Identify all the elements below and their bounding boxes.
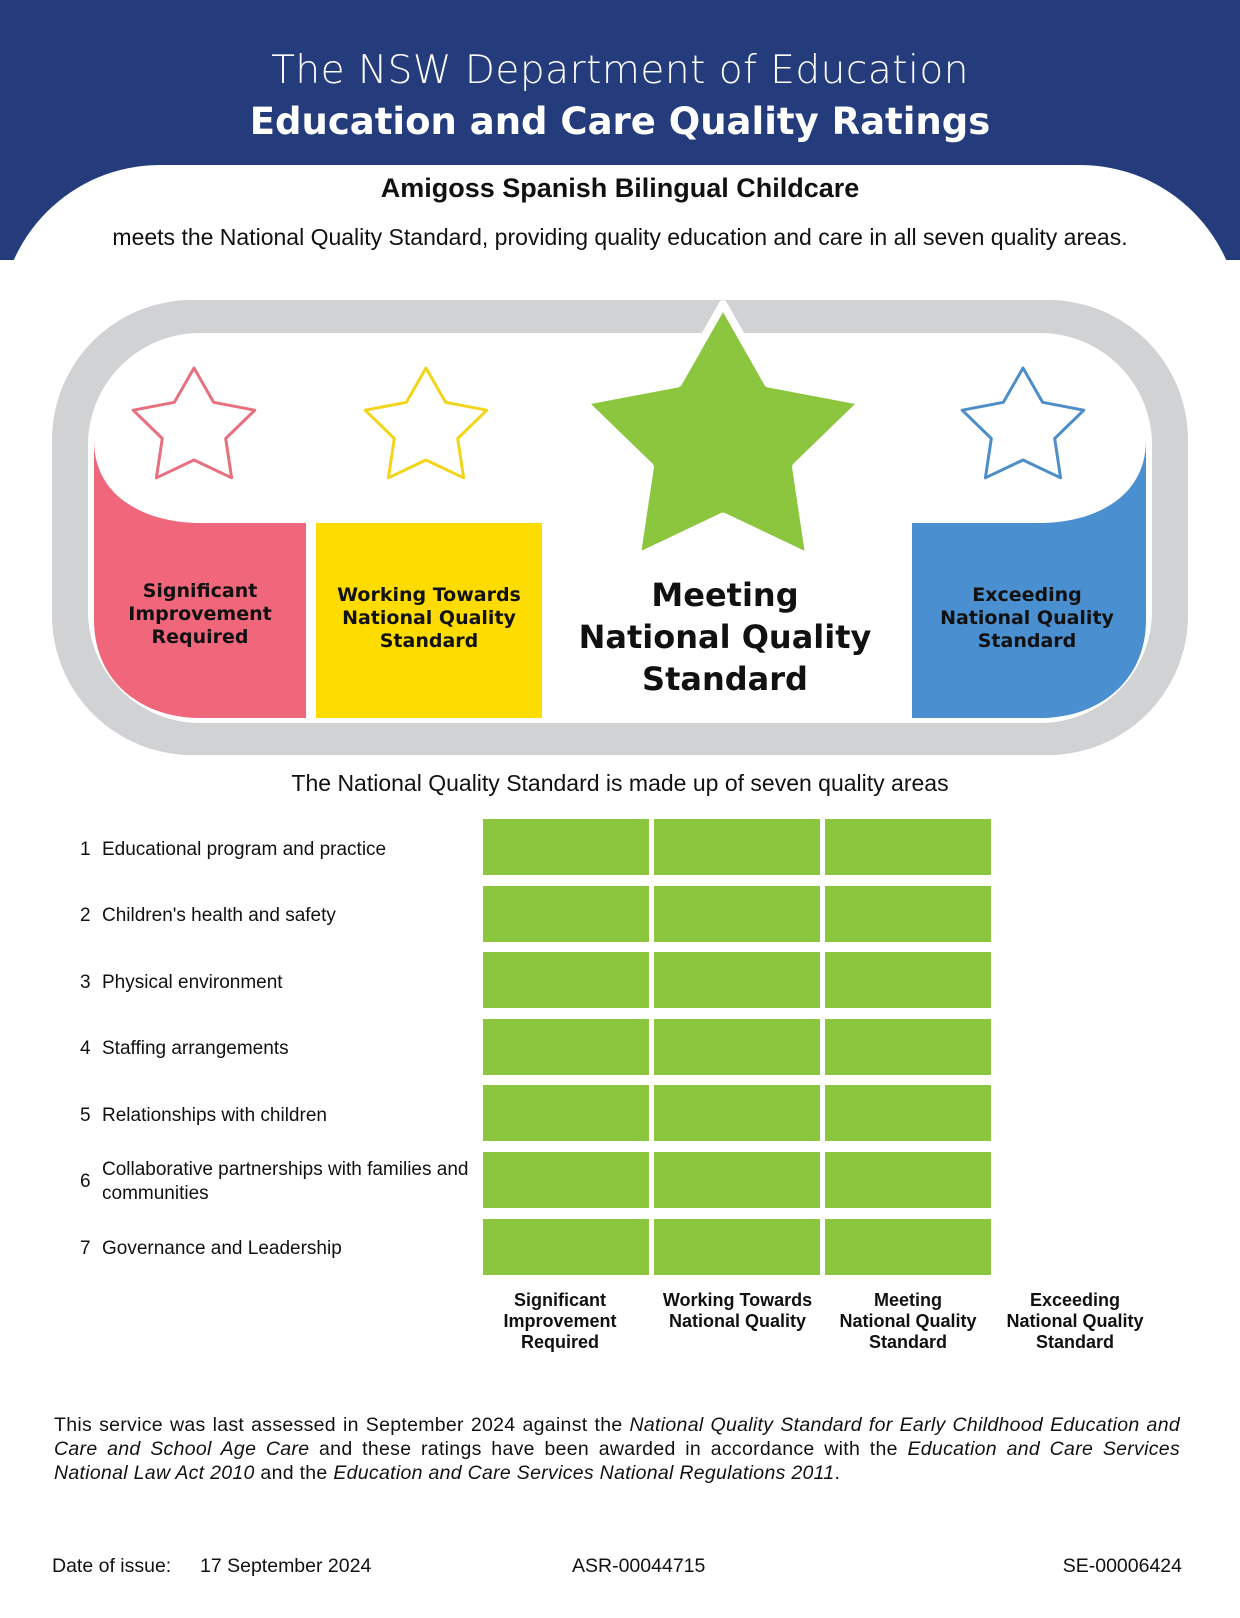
quality-area-row bbox=[80, 955, 480, 1011]
service-description: meets the National Quality Standard, providing quality education and care in all seven quality areas. bbox=[112, 224, 1128, 250]
label-significant-improvement: Significant Improvement Required bbox=[128, 580, 272, 648]
rating-cell bbox=[483, 1019, 649, 1075]
rating-cell bbox=[654, 1085, 820, 1141]
column-label-exceeding: Exceeding National Quality Standard bbox=[1006, 1290, 1144, 1352]
quality-area-row bbox=[80, 822, 480, 878]
rating-cell bbox=[483, 819, 649, 875]
rating-cell bbox=[825, 886, 991, 942]
rating-cell bbox=[654, 1219, 820, 1275]
quality-area-row bbox=[80, 1021, 480, 1077]
issue-date: 17 September 2024 bbox=[200, 1555, 372, 1577]
quality-area-name: Staffing arrangements bbox=[102, 1038, 289, 1059]
quality-area-number: 6 bbox=[80, 1171, 91, 1192]
rating-cell bbox=[825, 1085, 991, 1141]
se-identifier: SE-00006424 bbox=[1062, 1555, 1182, 1577]
asr-identifier: ASR-00044715 bbox=[572, 1555, 706, 1577]
document-title: Education and Care Quality Ratings bbox=[249, 100, 991, 143]
rating-cell bbox=[825, 1219, 991, 1275]
department-name: The NSW Department of Education bbox=[271, 48, 969, 93]
rating-cell bbox=[483, 1085, 649, 1141]
quality-area-number: 1 bbox=[80, 839, 91, 860]
column-label-working-towards: Working Towards National Quality bbox=[662, 1290, 813, 1331]
quality-area-name: Relationships with children bbox=[102, 1105, 327, 1126]
quality-area-name: Educational program and practice bbox=[102, 839, 387, 860]
quality-area-name: Children's health and safety bbox=[102, 905, 336, 926]
rating-cell bbox=[654, 1019, 820, 1075]
quality-area-row bbox=[80, 1088, 480, 1144]
rating-cell bbox=[483, 1152, 649, 1208]
quality-area-row bbox=[80, 1221, 480, 1277]
quality-area-number: 4 bbox=[80, 1038, 91, 1059]
quality-areas-title: The National Quality Standard is made up of seven quality areas bbox=[291, 770, 949, 796]
quality-area-number: 7 bbox=[80, 1238, 91, 1259]
rating-cell bbox=[483, 952, 649, 1008]
rating-cell bbox=[825, 819, 991, 875]
rating-cell bbox=[825, 1152, 991, 1208]
service-name: Amigoss Spanish Bilingual Childcare bbox=[380, 173, 860, 203]
issue-date-label: Date of issue: bbox=[52, 1555, 172, 1577]
rating-cell bbox=[654, 1152, 820, 1208]
quality-area-row bbox=[80, 888, 480, 944]
rating-cell bbox=[654, 886, 820, 942]
assessment-statement: This service was last assessed in September 2024 against the National Quality Standard for Early Childhood Education and Care and School Age Care and these ratings have been awarded in accordance with the Education and Care Services National Law Act 2010 and the Education and Care Services National Regulations 2011. bbox=[54, 1414, 1180, 1484]
column-label-meeting: Meeting National Quality Standard bbox=[839, 1290, 977, 1352]
rating-cell bbox=[825, 952, 991, 1008]
rating-cell bbox=[654, 819, 820, 875]
rating-cell bbox=[483, 886, 649, 942]
quality-area-number: 3 bbox=[80, 972, 91, 993]
rating-cell bbox=[825, 1019, 991, 1075]
quality-area-row bbox=[80, 1154, 480, 1210]
rating-cell bbox=[654, 952, 820, 1008]
quality-area-number: 5 bbox=[80, 1105, 91, 1126]
quality-area-number: 2 bbox=[80, 905, 91, 926]
quality-area-name: Physical environment bbox=[102, 972, 283, 993]
quality-area-name: Collaborative partnerships with families and communities bbox=[102, 1159, 469, 1204]
rating-cell bbox=[483, 1219, 649, 1275]
label-working-towards: Working Towards National Quality Standard bbox=[337, 584, 521, 652]
column-label-significant: Significant Improvement Required bbox=[503, 1290, 617, 1352]
quality-area-name: Governance and Leadership bbox=[102, 1238, 342, 1259]
label-meeting-current-rating: Meeting National Quality Standard bbox=[578, 576, 872, 698]
label-exceeding: Exceeding National Quality Standard bbox=[940, 584, 1114, 652]
